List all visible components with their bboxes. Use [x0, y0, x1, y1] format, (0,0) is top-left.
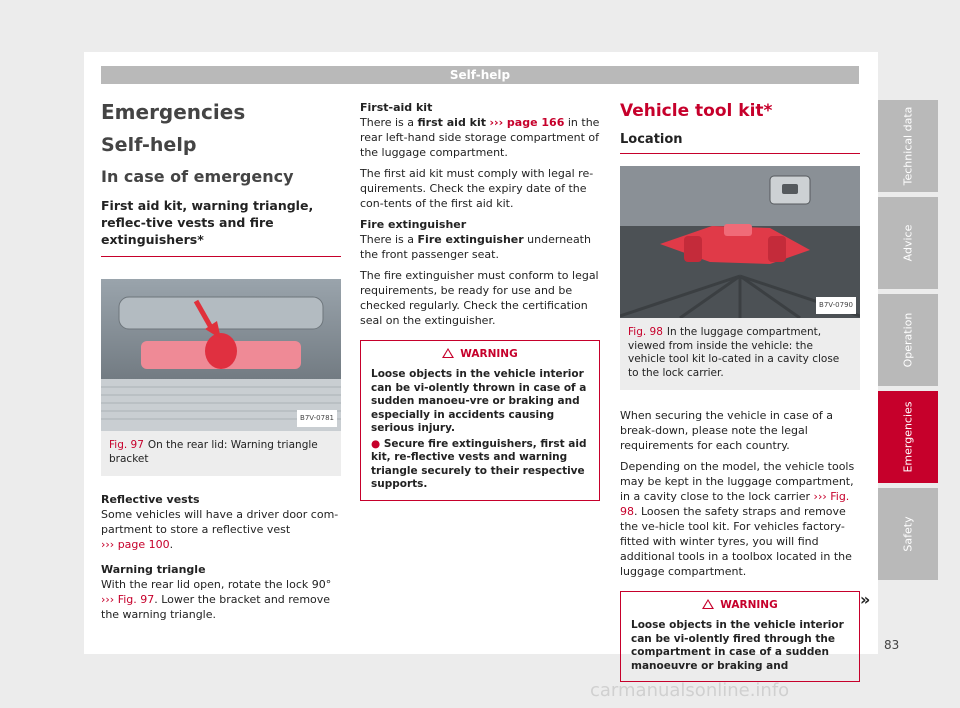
figure-label: Fig. 97 — [109, 439, 144, 451]
page-number: 83 — [884, 638, 900, 652]
page-166-link[interactable]: ››› page 166 — [489, 116, 565, 129]
chapter-title: Emergencies — [101, 100, 246, 124]
warning-triangle-heading: Warning triangle — [101, 563, 206, 576]
watermark: carmanualsonline.info — [590, 680, 790, 701]
first-aid-term: first aid kit — [417, 116, 486, 129]
warning-header — [621, 592, 859, 617]
first-aid-heading: First-aid kit — [360, 101, 433, 114]
figure-code: B7V-0781 — [297, 410, 337, 427]
reflective-vests-block — [101, 492, 341, 622]
continue-arrow-icon: » — [860, 590, 871, 609]
reflective-vests-text-1: Some vehicles will have a driver door com-partment to store a reflective vest — [101, 508, 339, 536]
warning-box-2 — [620, 591, 860, 682]
warning-triangle-text — [101, 577, 341, 622]
tool-kit-text-b: . Loosen the safety straps and remove the ve-hicle tool kit. For vehicles factory-fitted with winter tyres, you will find additional tools in a toolbox located in the luggage compartment. — [620, 505, 852, 578]
first-aid-text-c: in the rear left-hand side storage compartment of the luggage compartment. — [360, 116, 600, 159]
tab-technical-data[interactable] — [878, 100, 938, 192]
figure-98-caption — [620, 318, 860, 390]
figure-97-caption — [101, 431, 341, 476]
side-tabs — [878, 100, 938, 585]
tab-label: Advice — [901, 224, 915, 262]
subsection-title: In case of emergency — [101, 167, 294, 186]
column-2 — [360, 100, 600, 501]
warning-box-1 — [360, 340, 600, 501]
topic-title: First aid kit, warning triangle, reflec-tive vests and fire extinguishers* — [101, 197, 341, 257]
figure-98 — [620, 166, 860, 390]
fire-extinguisher-requirements: The fire extinguisher must conform to legal requirements, be ready for use and be checked regularly. Check the certification seal on the extinguisher. — [360, 269, 599, 327]
fire-extinguisher-heading: Fire extinguisher — [360, 218, 467, 231]
reflective-vests-heading: Reflective vests — [101, 493, 200, 506]
tab-operation[interactable] — [878, 294, 938, 386]
fire-extinguisher-text-c: underneath the front passenger seat. — [360, 233, 591, 261]
reflective-vests-text-2: . — [169, 538, 174, 551]
warning-triangle-icon — [702, 599, 714, 609]
tab-safety[interactable] — [878, 488, 938, 580]
tab-label: Safety — [901, 516, 915, 552]
warning-body — [361, 366, 599, 500]
tool-kit-text — [620, 459, 860, 579]
tool-kit-text-a: Depending on the model, the vehicle tools may be kept in the luggage compartment, in a cavity close to the lock carrier — [620, 460, 855, 503]
first-aid-requirements: The first aid kit must comply with legal re-quirements. Check the expiry date of the con-tents of the first aid kit. — [360, 167, 594, 210]
tab-emergencies[interactable] — [878, 391, 938, 483]
page-header: Self-help — [101, 66, 859, 84]
reflective-vests-text — [101, 507, 341, 552]
fire-extinguisher-text-a: There is a — [360, 233, 418, 246]
tool-kit-illustration — [620, 166, 860, 318]
column-1 — [101, 100, 341, 628]
tab-label: Technical data — [901, 106, 915, 186]
vehicle-tool-kit-title: Vehicle tool kit* — [620, 101, 773, 121]
figure-label: Fig. 98 — [628, 326, 663, 338]
tool-kit-intro: When securing the vehicle in case of a break-down, please note the legal requirements for each country. — [620, 409, 834, 452]
warning-header — [361, 341, 599, 366]
fig-98-link[interactable]: ››› Fig. 98 — [620, 490, 850, 518]
warning-bullet-text: Secure fire extinguishers, first aid kit, re-flective vests and warning triangle securely to their respective supports. — [371, 437, 587, 490]
warning-triangle-icon — [442, 348, 454, 358]
warning-text: Loose objects in the vehicle interior can be vi-olently thrown in case of a sudden manoeu-vre or braking and especially in accidents causing serious injury. — [371, 368, 587, 434]
figure-98-image — [620, 166, 860, 318]
section-title: Self-help — [101, 134, 197, 156]
fire-extinguisher-text — [360, 232, 600, 262]
warning-body: Loose objects in the vehicle interior can be vi-olently fired through the compartment in case of a sudden manoeuvre or braking and — [631, 619, 844, 672]
figure-97-image — [101, 279, 341, 431]
bullet-icon: ● — [371, 437, 384, 450]
rear-lid-illustration — [101, 279, 341, 431]
tab-label: Operation — [901, 312, 915, 368]
fire-extinguisher-term: Fire extinguisher — [417, 233, 524, 246]
first-aid-text — [360, 115, 600, 160]
warning-label: WARNING — [460, 348, 518, 360]
warning-triangle-text-2: . Lower the bracket and remove the warning triangle. — [101, 593, 331, 621]
figure-caption-text: On the rear lid: Warning triangle bracket — [109, 439, 318, 465]
location-subtitle: Location — [620, 132, 860, 154]
figure-97 — [101, 279, 341, 476]
warning-triangle-text-1: With the rear lid open, rotate the lock 90° — [101, 578, 332, 591]
page-100-link[interactable]: ››› page 100 — [101, 538, 170, 551]
column-3 — [620, 100, 860, 682]
tab-advice[interactable] — [878, 197, 938, 289]
warning-bullet-item — [371, 438, 589, 492]
warning-label: WARNING — [720, 599, 778, 611]
first-aid-text-a: There is a — [360, 116, 418, 129]
tab-label: Emergencies — [901, 401, 915, 473]
fig-97-link[interactable]: ››› Fig. 97 — [101, 593, 155, 606]
figure-caption-text: In the luggage compartment, viewed from inside the vehicle: the vehicle tool kit lo-cated in a cavity close to the lock carrier. — [628, 326, 840, 379]
figure-code: B7V-0790 — [816, 297, 856, 314]
